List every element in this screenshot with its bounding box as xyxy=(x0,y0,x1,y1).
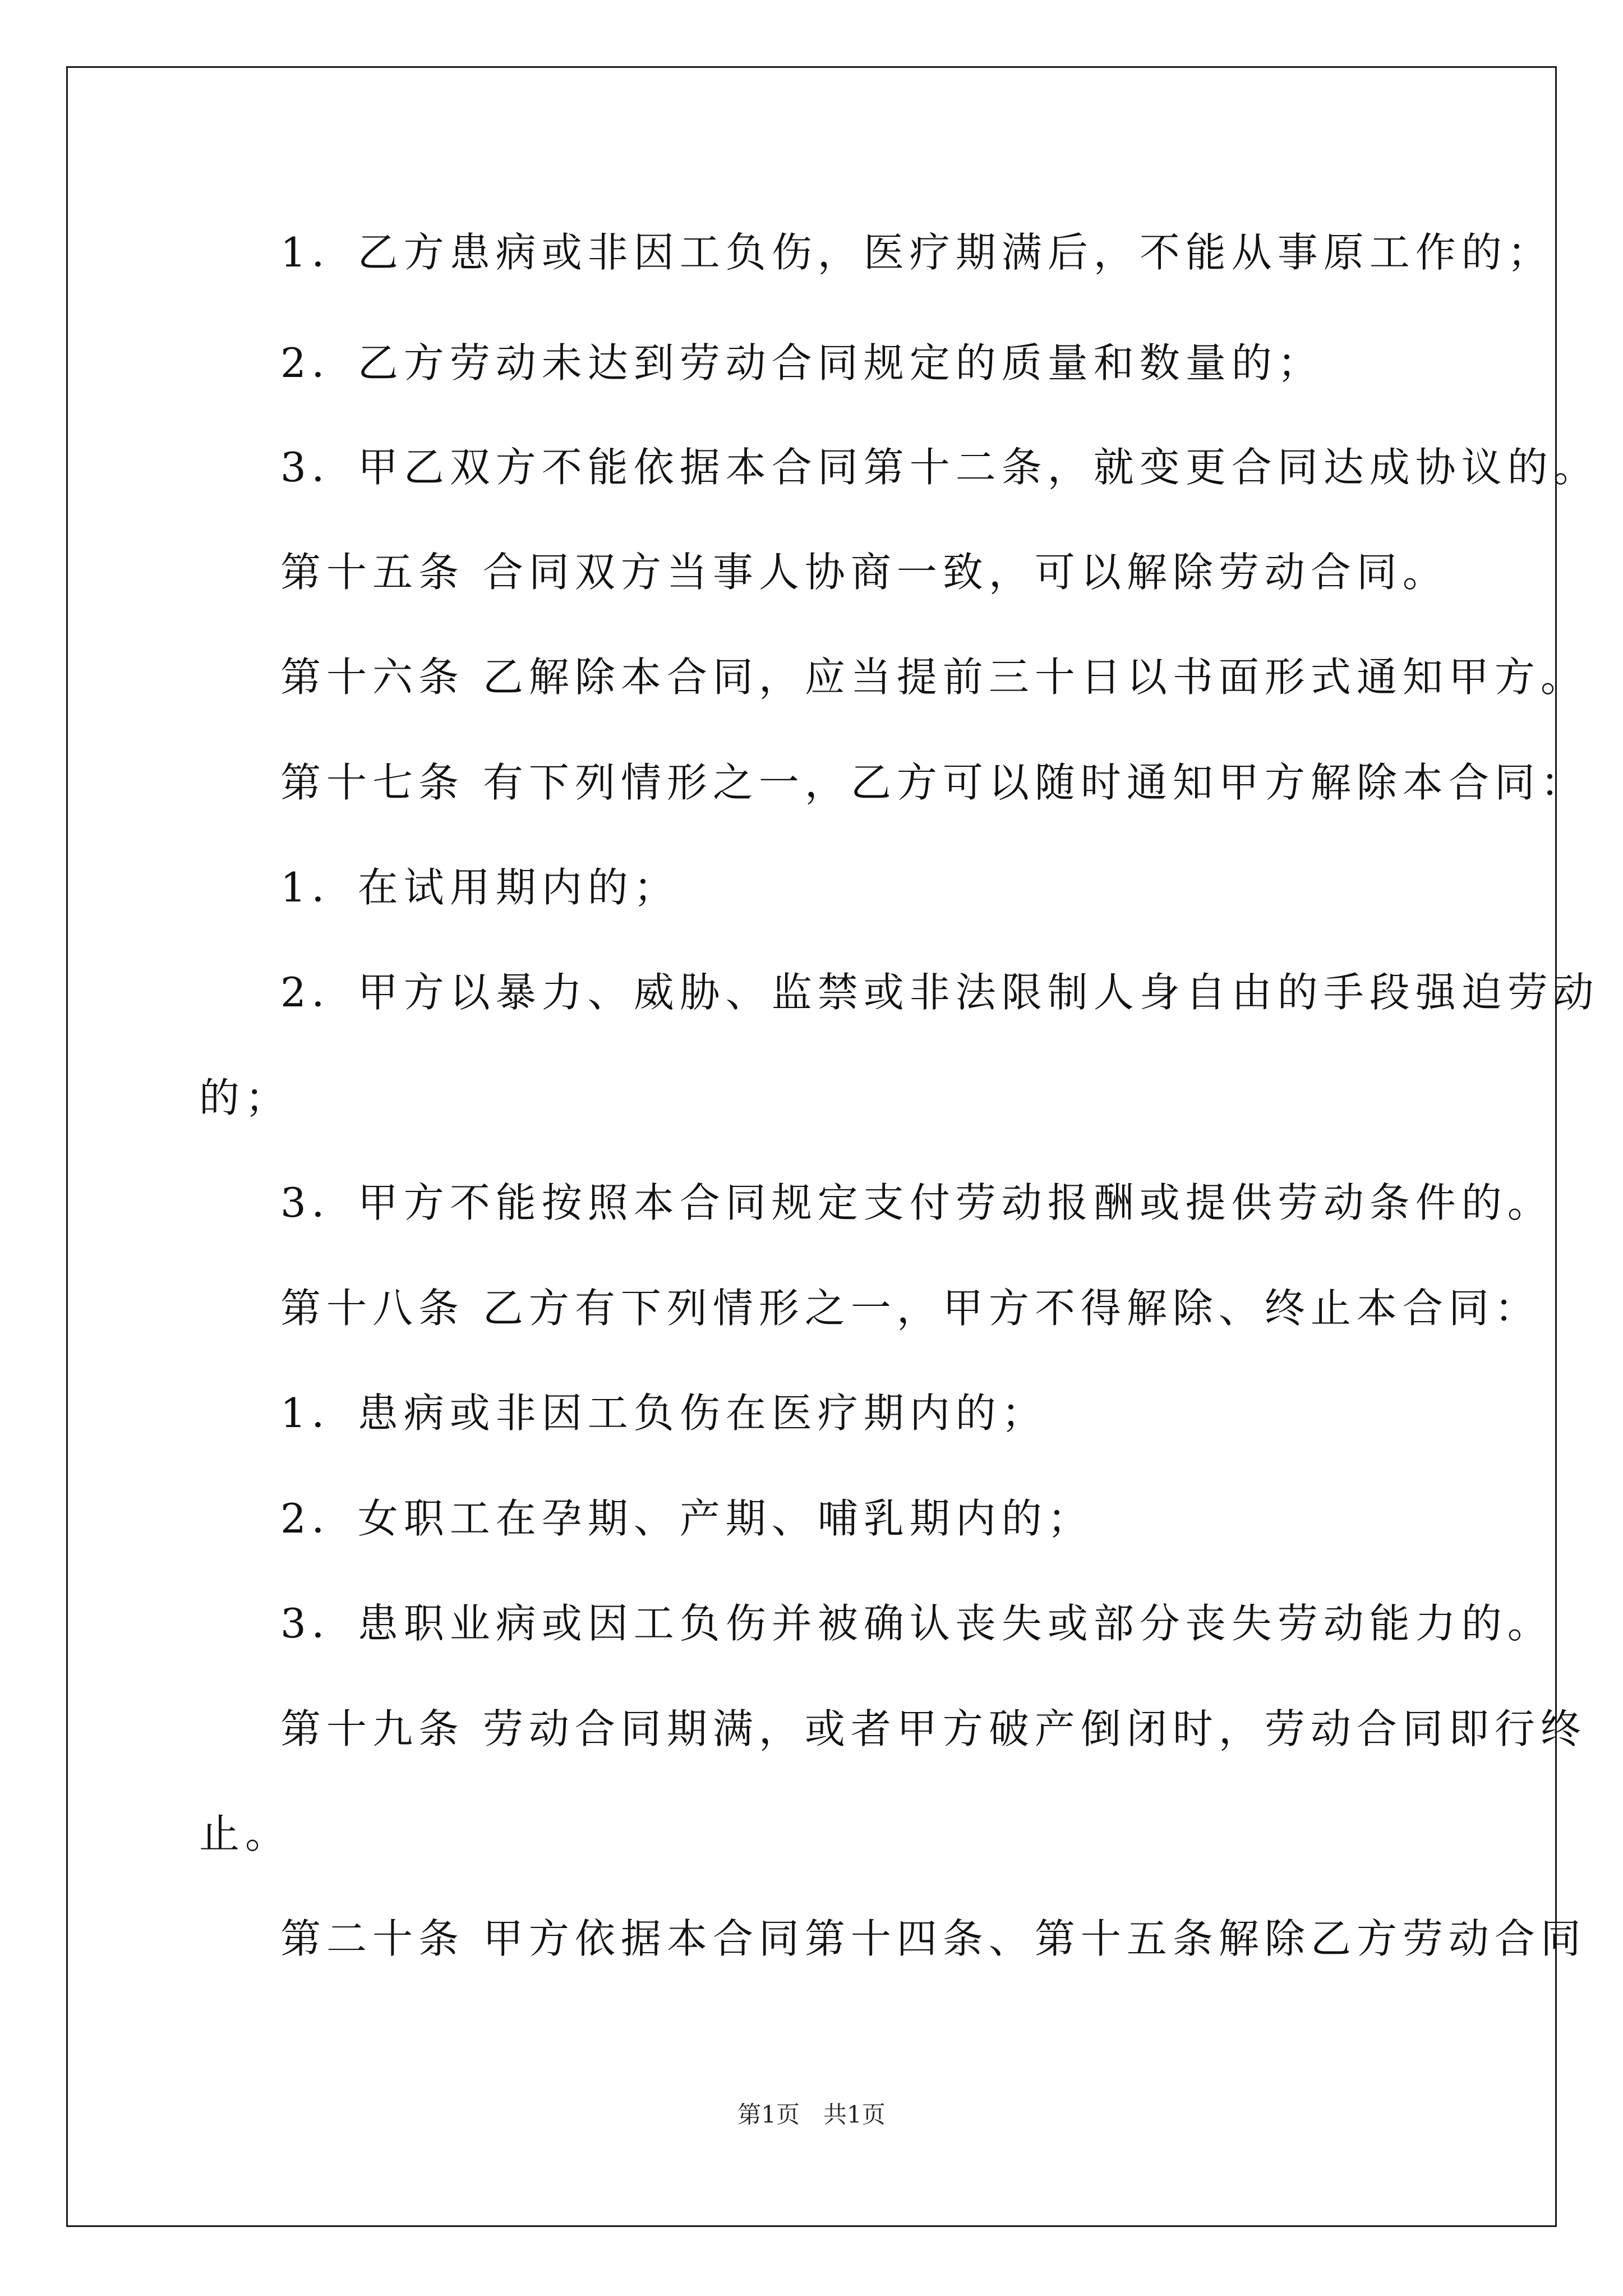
text-line: 第十九条 劳动合同期满，或者甲方破产倒闭时，劳动合同即行终 xyxy=(280,1705,1587,1752)
text-line: 的； xyxy=(199,1074,292,1121)
text-line: 2．乙方劳动未达到劳动合同规定的质量和数量的； xyxy=(280,339,1324,386)
text-line: 第十八条 乙方有下列情形之一，甲方不得解除、终止本合同： xyxy=(280,1285,1541,1332)
text-line: 止。 xyxy=(199,1810,292,1857)
text-line: 3．患职业病或因工负伤并被确认丧失或部分丧失劳动能力的。 xyxy=(280,1600,1553,1647)
text-line: 1．乙方患病或非因工负伤，医疗期满后，不能从事原工作的； xyxy=(280,229,1553,276)
text-line: 第十七条 有下列情形之一，乙方可以随时通知甲方解除本合同： xyxy=(280,759,1587,806)
text-line: 1．在试用期内的； xyxy=(280,864,680,911)
text-line: 3．甲方不能按照本合同规定支付劳动报酬或提供劳动条件的。 xyxy=(280,1179,1553,1226)
text-line: 第十六条 乙解除本合同，应当提前三十日以书面形式通知甲方。 xyxy=(280,654,1587,701)
page-number-footer: 第1页 共1页 xyxy=(737,2101,886,2128)
text-line: 2．甲方以暴力、威胁、监禁或非法限制人身自由的手段强迫劳动 xyxy=(280,969,1599,1016)
text-line: 2．女职工在孕期、产期、哺乳期内的； xyxy=(280,1495,1094,1542)
text-line: 第十五条 合同双方当事人协商一致，可以解除劳动合同。 xyxy=(280,549,1449,596)
text-line: 3．甲乙双方不能依据本合同第十二条，就变更合同达成协议的。 xyxy=(280,444,1599,491)
text-line: 第二十条 甲方依据本合同第十四条、第十五条解除乙方劳动合同 xyxy=(280,1915,1587,1962)
text-line: 1．患病或非因工负伤在医疗期内的； xyxy=(280,1389,1048,1437)
